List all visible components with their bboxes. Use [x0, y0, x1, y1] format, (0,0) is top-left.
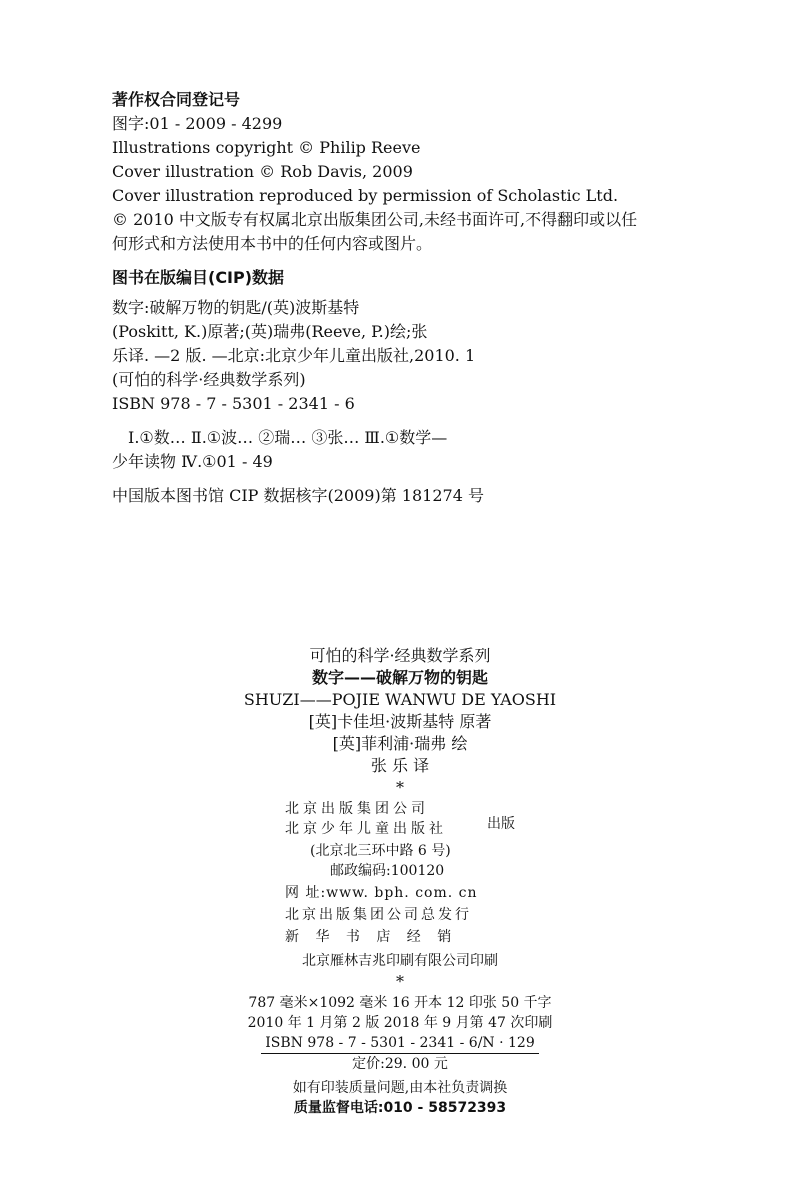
- registration-number: 图字:01 - 2009 - 4299: [112, 114, 283, 133]
- edition-info: 2010 年 1 月第 2 版 2018 年 9 月第 47 次印刷: [247, 1015, 553, 1031]
- book-title-pinyin: SHUZI——POJIE WANWU DE YAOSHI: [243, 690, 557, 709]
- copyright-notice-2: 何形式和方法使用本书中的任何内容或图片。: [112, 234, 433, 253]
- cip-line-2: (Poskitt, K.)原著;(英)瑞弗(Reeve, P.)绘;张: [112, 322, 428, 341]
- series-name: 可怕的科学·经典数学系列: [309, 646, 491, 665]
- website: 网 址:www. bph. com. cn: [285, 885, 478, 901]
- printer: 北京雁林吉兆印刷有限公司印刷: [302, 953, 498, 969]
- illustrator-credit: [英]菲利浦·瑞弗 绘: [332, 734, 468, 753]
- copyright-heading: 著作权合同登记号: [112, 90, 241, 109]
- publisher-address: (北京北三环中路 6 号): [310, 843, 451, 859]
- quality-hotline: 质量监督电话:010 - 58572393: [293, 1100, 507, 1116]
- book-specs: 787 毫米×1092 毫米 16 开本 12 印张 50 千字: [248, 995, 552, 1011]
- cip-line-1: 数字:破解万物的钥匙/(英)波斯基特: [112, 298, 360, 317]
- cip-subject-1: Ⅰ.①数… Ⅱ.①波… ②瑞… ③张… Ⅲ.①数学—: [128, 428, 448, 447]
- cip-heading: 图书在版编目(CIP)数据: [112, 268, 285, 287]
- publisher-block: [200, 799, 600, 949]
- distributor: 北京出版集团公司总发行: [285, 907, 472, 923]
- copyright-notice-1: © 2010 中文版专有权属北京出版集团公司,未经书面许可,不得翻印或以任: [112, 210, 638, 229]
- cover-illustration-credit: Cover illustration © Rob Davis, 2009: [112, 162, 413, 181]
- postcode: 邮政编码:100120: [330, 863, 445, 879]
- quality-note: 如有印装质量问题,由本社负责调换: [292, 1080, 508, 1096]
- author-credit: [英]卡佳坦·波斯基特 原著: [308, 712, 492, 731]
- colophon-isbn: ISBN 978 - 7 - 5301 - 2341 - 6/N · 129: [261, 1033, 538, 1054]
- illustrations-credit: Illustrations copyright © Philip Reeve: [112, 138, 421, 157]
- cover-permission-credit: Cover illustration reproduced by permission of Scholastic Ltd.: [112, 186, 619, 205]
- cip-subject-2: 少年读物 Ⅳ.①01 - 49: [112, 452, 273, 471]
- translator-credit: 张 乐 译: [370, 756, 430, 775]
- cip-record-number: 中国版本图书馆 CIP 数据核字(2009)第 181274 号: [112, 486, 484, 505]
- price: 定价:29. 00 元: [352, 1056, 448, 1072]
- separator-star-2: *: [396, 972, 404, 991]
- publisher-label: 出版: [487, 816, 515, 832]
- book-title: 数字——破解万物的钥匙: [311, 668, 488, 687]
- separator-star: *: [396, 778, 404, 797]
- copyright-page: [112, 88, 712, 508]
- cip-line-3: 乐译. —2 版. —北京:北京少年儿童出版社,2010. 1: [112, 346, 476, 365]
- publisher-group: 北京出版集团公司: [285, 801, 429, 817]
- cip-isbn: ISBN 978 - 7 - 5301 - 2341 - 6: [112, 394, 355, 413]
- cip-line-4: (可怕的科学·经典数学系列): [112, 370, 306, 389]
- colophon: [200, 645, 600, 1118]
- retailer: 新 华 书 店 经 销: [285, 929, 458, 945]
- publisher-children: 北京少年儿童出版社: [285, 821, 447, 837]
